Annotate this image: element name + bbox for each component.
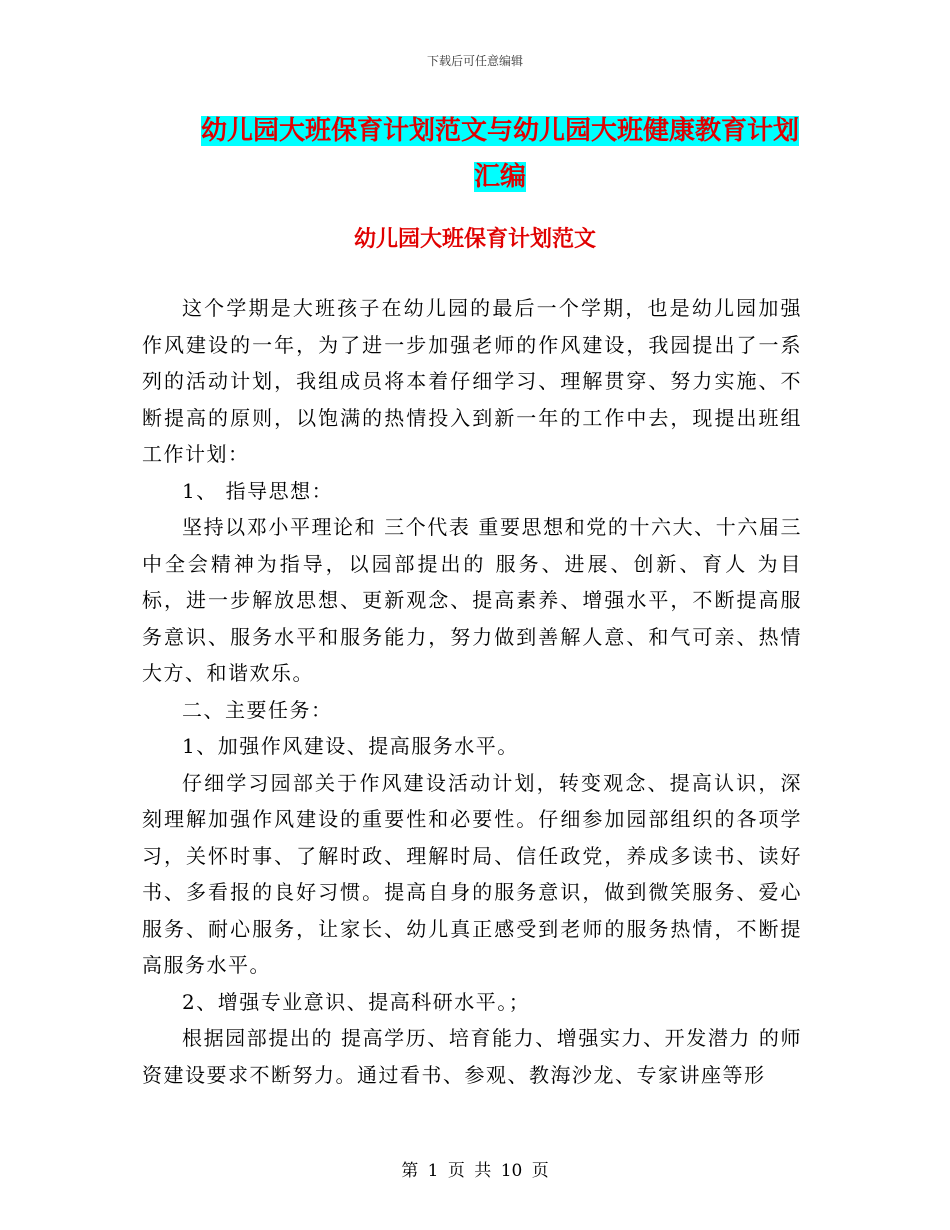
section-title: 幼儿园大班保育计划范文 — [353, 227, 596, 252]
page-footer: 第 1 页 共 10 页 — [401, 1161, 549, 1181]
heading-task-1: 1、加强作风建设、提高服务水平。 — [182, 734, 519, 758]
paragraph-intro: 这个学期是大班孩子在幼儿园的最后一个学期，也是幼儿园加强作风建设的一年，为了进一步加强老师的作风建设，我园提出了一系列的活动计划，我组成员将本着仔细学习、理解贯穿、努力实施、不断提高的原则，以饱满的热情投入到新一年的工作中去，现提出班组工作计划： — [142, 296, 802, 466]
title-line-1: 幼儿园大班保育计划范文与幼儿园大班健康教育计划 — [200, 116, 799, 146]
title-line-2: 汇编 — [473, 162, 526, 192]
heading-task-2: 2、增强专业意识、提高科研水平。； — [182, 989, 531, 1014]
heading-guiding-ideology: 1、 指导思想： — [182, 478, 334, 503]
paragraph-task-2: 根据园部提出的 提高学历、培育能力、增强实力、开发潜力 的师资建设要求不断努力。通过看书、参观、教海沙龙、专家讲座等形 — [142, 1026, 802, 1087]
paragraph-task-1: 仔细学习园部关于作风建设活动计划，转变观念、提高认识，深刻理解加强作风建设的重要性和必要性。仔细参加园部组织的各项学习，关怀时事、了解时政、理解时局、信任政党，养成多读书、读好书、多看报的良好习惯。提高自身的服务意识，做到微笑服务、爱心服务、耐心服务，让家长、幼儿真正感受到老师的服务热情，不断提高服务水平。 — [142, 770, 802, 977]
document-title — [190, 108, 810, 200]
header-note: 下载后可任意编辑 — [426, 54, 523, 68]
heading-main-tasks: 二、主要任务： — [182, 697, 333, 722]
paragraph-guiding-ideology: 坚持以邓小平理论和 三个代表 重要思想和党的十六大、十六届三中全会精神为指导，以园部提出的 服务、进展、创新、育人 为目标，进一步解放思想、更新观念、提高素养、增强水平，不断提高服务意识、服务水平和服务能力，努力做到善解人意、和气可亲、热情大方、和谐欢乐。 — [142, 515, 802, 685]
document-body — [142, 290, 802, 1093]
